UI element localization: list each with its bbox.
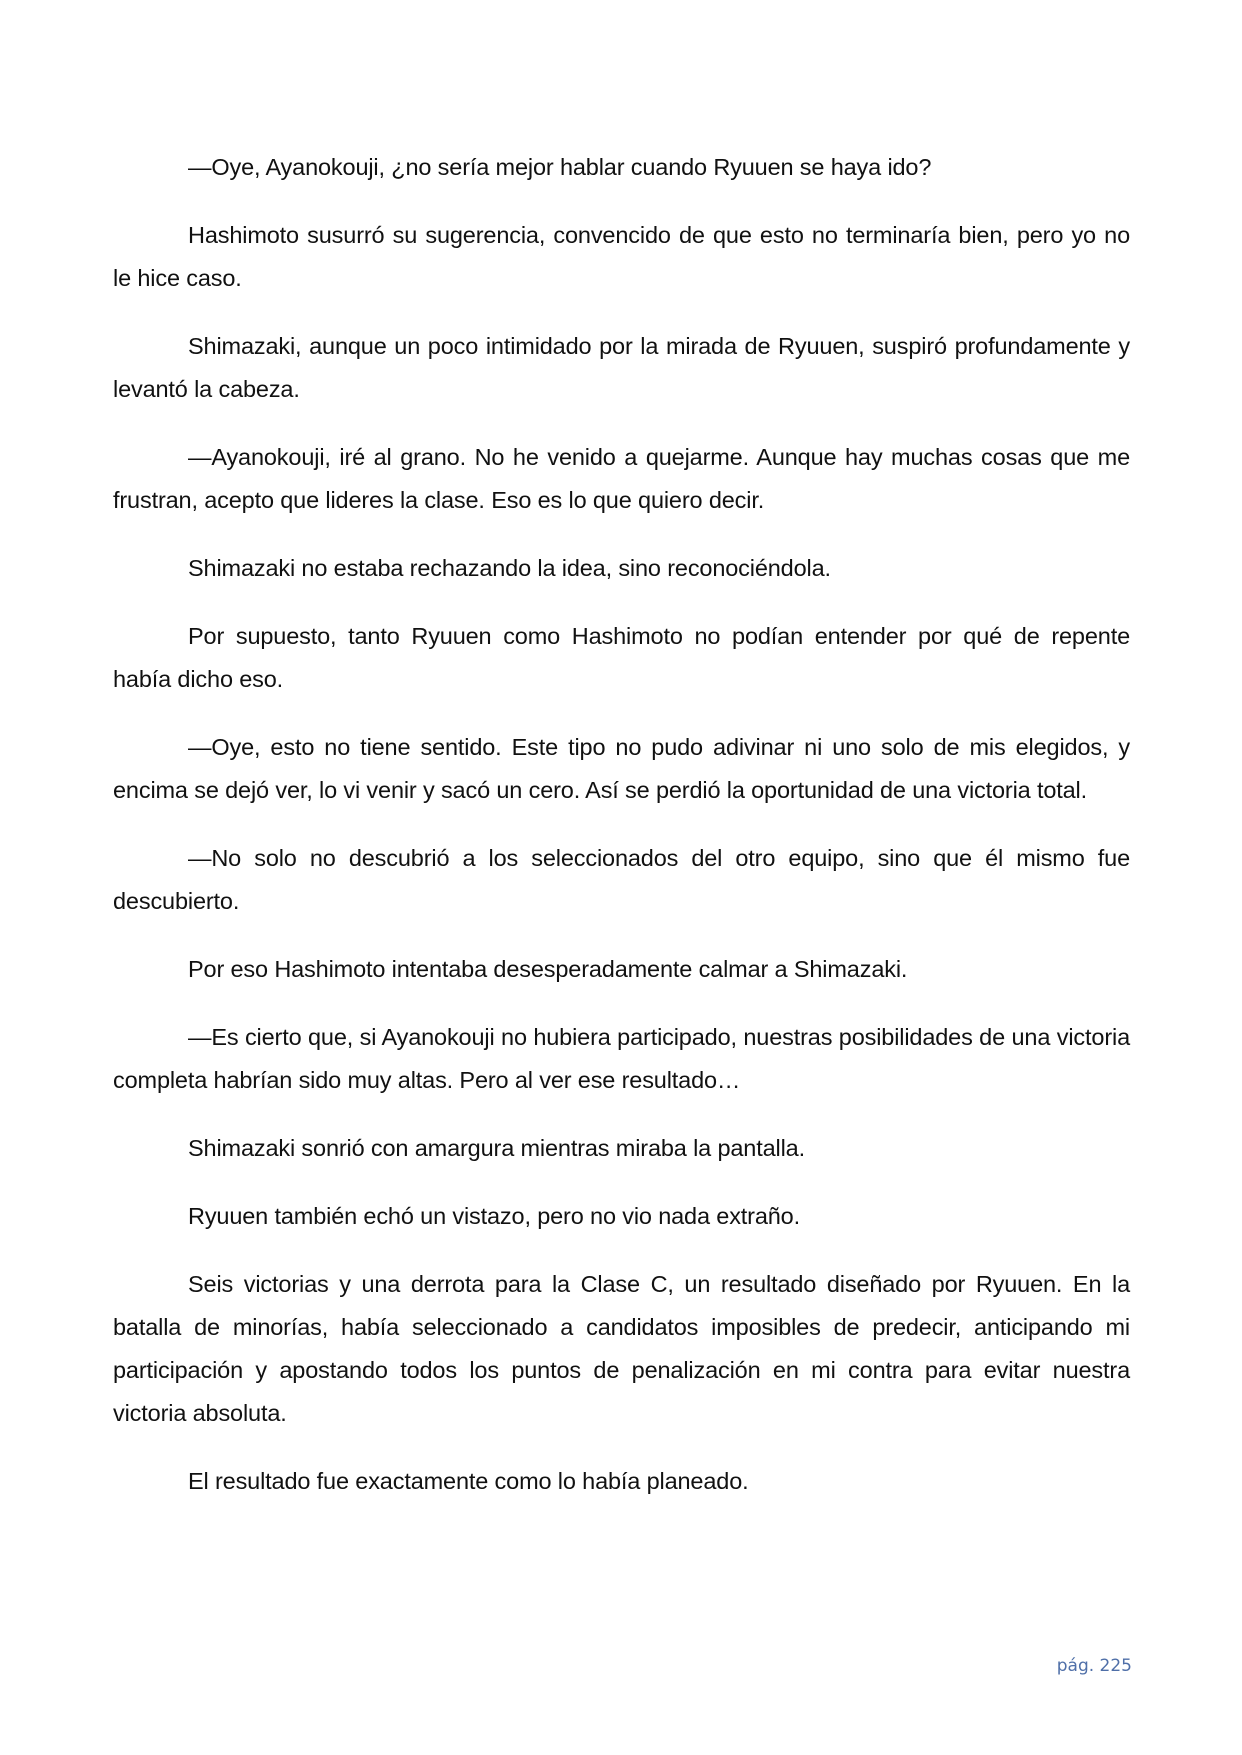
- paragraph: Por eso Hashimoto intentaba desesperadamente calmar a Shimazaki.: [188, 956, 908, 982]
- paragraph: El resultado fue exactamente como lo había planeado.: [188, 1468, 749, 1494]
- paragraph: —Oye, Ayanokouji, ¿no sería mejor hablar cuando Ryuuen se haya ido?: [188, 154, 932, 180]
- paragraph: Seis victorias y una derrota para la Clase C, un resultado diseñado por Ryuuen. En la batalla de minorías, había seleccionado a candidatos imposibles de predecir, anticipando mi participación y apostando todos los puntos de penalización en mi contra para evitar nuestra victoria absoluta.: [113, 1271, 1130, 1426]
- paragraph: —Es cierto que, si Ayanokouji no hubiera participado, nuestras posibilidades de una victoria completa habrían sido muy altas. Pero al ver ese resultado…: [113, 1024, 1130, 1093]
- text-body: [113, 146, 1130, 1528]
- paragraph: Ryuuen también echó un vistazo, pero no vio nada extraño.: [188, 1203, 800, 1229]
- paragraph: Hashimoto susurró su sugerencia, convencido de que esto no terminaría bien, pero yo no le hice caso.: [113, 222, 1130, 291]
- paragraph: Shimazaki no estaba rechazando la idea, sino reconociéndola.: [188, 555, 831, 581]
- paragraph: —Oye, esto no tiene sentido. Este tipo no pudo adivinar ni uno solo de mis elegidos, y encima se dejó ver, lo vi venir y sacó un cero. Así se perdió la oportunidad de una victoria total.: [113, 734, 1130, 803]
- paragraph: Shimazaki, aunque un poco intimidado por la mirada de Ryuuen, suspiró profundamente y levantó la cabeza.: [113, 333, 1130, 402]
- paragraph: Por supuesto, tanto Ryuuen como Hashimoto no podían entender por qué de repente había dicho eso.: [113, 623, 1130, 692]
- paragraph: —No solo no descubrió a los seleccionados del otro equipo, sino que él mismo fue descubierto.: [113, 845, 1130, 914]
- paragraph: —Ayanokouji, iré al grano. No he venido a quejarme. Aunque hay muchas cosas que me frustran, acepto que lideres la clase. Eso es lo que quiero decir.: [113, 444, 1130, 513]
- paragraph: Shimazaki sonrió con amargura mientras miraba la pantalla.: [188, 1135, 805, 1161]
- page-number: pág. 225: [1056, 1656, 1132, 1676]
